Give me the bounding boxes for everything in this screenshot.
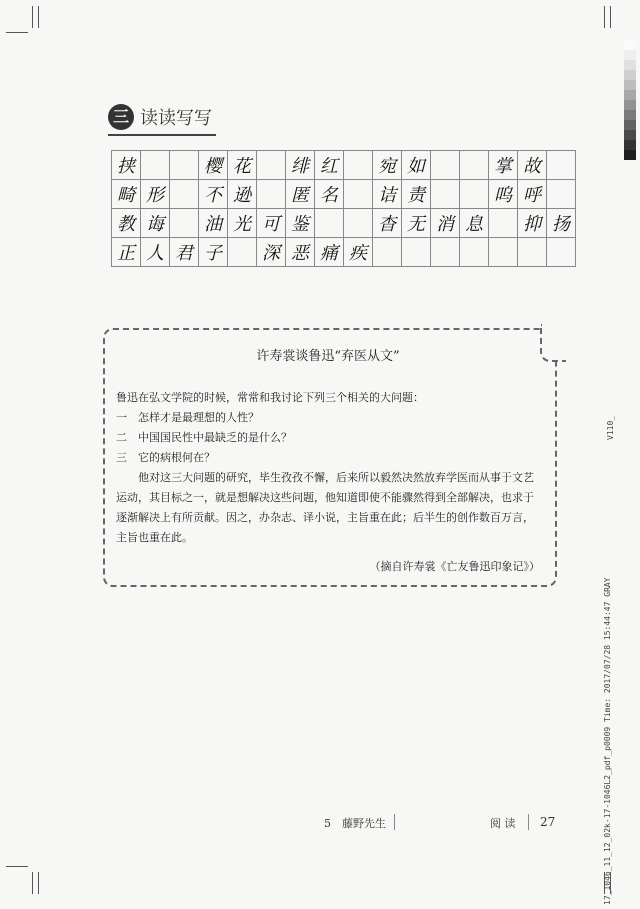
grid-cell: 如 — [402, 151, 431, 180]
grid-cell: 无 — [402, 209, 431, 238]
footer-separator-right — [528, 814, 529, 830]
grid-cell: 正 — [112, 238, 141, 267]
gray-swatch-strip — [624, 40, 636, 160]
grid-cell: 深 — [257, 238, 286, 267]
grid-cell: 名 — [315, 180, 344, 209]
grid-cell — [547, 180, 576, 209]
section-title: 读读写写 — [140, 108, 212, 129]
grid-cell — [431, 151, 460, 180]
grid-cell: 绯 — [286, 151, 315, 180]
crop-mark-top-right-v — [604, 6, 605, 28]
section-title-underline — [108, 134, 216, 136]
grid-cell: 消 — [431, 209, 460, 238]
grid-cell — [170, 209, 199, 238]
grid-cell: 痛 — [315, 238, 344, 267]
grid-cell: 抑 — [518, 209, 547, 238]
grid-cell — [141, 151, 170, 180]
grid-cell: 挟 — [112, 151, 141, 180]
grid-cell: 油 — [199, 209, 228, 238]
grid-cell: 诘 — [373, 180, 402, 209]
grid-cell — [431, 180, 460, 209]
grid-cell — [170, 151, 199, 180]
print-job-meta: 17_1046_11_12_02k-17-1046L2_pdf_p0009 Time: 2017/07/28 15:44:47 GRAY — [603, 577, 612, 905]
print-version-id: V110_ — [606, 415, 615, 440]
footer-separator-left — [394, 814, 395, 830]
crop-mark-top-left-h — [6, 32, 28, 33]
page-number: 27 — [540, 815, 556, 829]
crop-mark-bottom-left-v — [32, 872, 33, 894]
grid-cell — [489, 209, 518, 238]
grid-cell — [344, 180, 373, 209]
grid-cell — [315, 209, 344, 238]
footer-section-name: 阅 读 — [490, 817, 516, 830]
footer-lesson-title: 5 藤野先生 — [324, 817, 386, 830]
grid-cell: 人 — [141, 238, 170, 267]
grid-cell: 鉴 — [286, 209, 315, 238]
grid-cell: 樱 — [199, 151, 228, 180]
grid-cell — [460, 151, 489, 180]
grid-cell — [460, 180, 489, 209]
grid-cell — [518, 238, 547, 267]
vocabulary-grid — [111, 150, 576, 267]
grid-cell: 花 — [228, 151, 257, 180]
grid-cell: 宛 — [373, 151, 402, 180]
quote-paragraph-body: 他对这三大问题的研究，毕生孜孜不懈，后来所以毅然决然放弃学医而从事于文艺运动，其目标之一，就是想解决这些问题，他知道即使不能骤然得到全部解决，也求于逐渐解决上有所贡献。因之，办杂志、译小说，主旨重在此；后半生的创作数百万言，主旨也重在此。 — [116, 471, 534, 544]
grid-row — [112, 151, 576, 180]
grid-cell — [344, 151, 373, 180]
grid-cell — [402, 238, 431, 267]
quote-item-1: 一 怎样才是最理想的人性？ — [116, 411, 259, 424]
grid-cell: 红 — [315, 151, 344, 180]
grid-cell: 畸 — [112, 180, 141, 209]
grid-cell — [170, 180, 199, 209]
grid-cell: 责 — [402, 180, 431, 209]
grid-cell: 教 — [112, 209, 141, 238]
grid-cell: 故 — [518, 151, 547, 180]
quote-source: （摘自许寿裳《亡友鲁迅印象记》） — [369, 560, 540, 573]
grid-cell: 可 — [257, 209, 286, 238]
crop-mark-top-left-v2 — [38, 6, 39, 28]
grid-cell — [257, 151, 286, 180]
grid-cell — [228, 238, 257, 267]
grid-cell: 逊 — [228, 180, 257, 209]
grid-cell: 君 — [170, 238, 199, 267]
grid-cell — [257, 180, 286, 209]
grid-cell: 匿 — [286, 180, 315, 209]
quote-paragraph-intro: 鲁迅在弘文学院的时候，常常和我讨论下列三个相关的大问题： — [116, 391, 424, 404]
grid-row — [112, 238, 576, 267]
crop-mark-bottom-left-h — [6, 866, 28, 867]
grid-cell: 掌 — [489, 151, 518, 180]
grid-cell: 子 — [199, 238, 228, 267]
grid-cell: 疾 — [344, 238, 373, 267]
grid-cell — [547, 238, 576, 267]
grid-cell — [460, 238, 489, 267]
grid-cell: 呜 — [489, 180, 518, 209]
grid-cell: 光 — [228, 209, 257, 238]
grid-cell: 扬 — [547, 209, 576, 238]
grid-cell — [547, 151, 576, 180]
crop-mark-top-right-v2 — [610, 6, 611, 28]
grid-cell — [344, 209, 373, 238]
grid-cell: 呼 — [518, 180, 547, 209]
grid-cell: 恶 — [286, 238, 315, 267]
grid-cell — [489, 238, 518, 267]
quote-item-3: 三 它的病根何在？ — [116, 451, 215, 464]
grid-row — [112, 180, 576, 209]
grid-row — [112, 209, 576, 238]
grid-cell: 诲 — [141, 209, 170, 238]
section-number-badge: 三 — [108, 104, 134, 130]
grid-cell — [431, 238, 460, 267]
grid-cell: 形 — [141, 180, 170, 209]
quote-item-2: 二 中国国民性中最缺乏的是什么？ — [116, 431, 292, 444]
grid-cell: 息 — [460, 209, 489, 238]
crop-mark-bottom-left-v2 — [38, 872, 39, 894]
crop-mark-top-left-v — [32, 6, 33, 28]
quote-card-title: 许寿裳谈鲁迅“弃医从文” — [256, 349, 400, 364]
grid-cell — [373, 238, 402, 267]
grid-cell: 不 — [199, 180, 228, 209]
grid-cell: 杳 — [373, 209, 402, 238]
